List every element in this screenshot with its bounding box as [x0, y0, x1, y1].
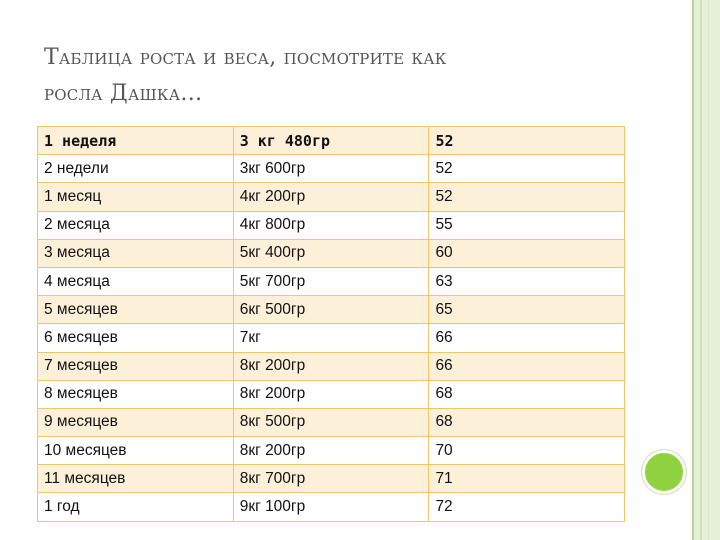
weight-cell: 4кг 200гр — [233, 183, 429, 211]
weight-cell: 8кг 500гр — [233, 408, 429, 436]
weight-cell: 8кг 200гр — [233, 352, 429, 380]
height-cell: 52 — [429, 127, 625, 155]
height-cell: 55 — [429, 211, 625, 239]
age-cell: 6 месяцев — [38, 324, 234, 352]
table-row — [38, 155, 625, 183]
height-cell: 63 — [429, 267, 625, 295]
age-cell: 2 месяца — [38, 211, 234, 239]
weight-cell: 8кг 700гр — [233, 465, 429, 493]
weight-cell: 4кг 800гр — [233, 211, 429, 239]
decorative-green-circle — [642, 450, 686, 494]
height-cell: 60 — [429, 239, 625, 267]
age-cell: 4 месяца — [38, 267, 234, 295]
table-row — [38, 437, 625, 465]
weight-cell: 3 кг 480гр — [233, 127, 429, 155]
age-cell: 3 месяца — [38, 239, 234, 267]
height-cell: 66 — [429, 352, 625, 380]
weight-cell: 5кг 700гр — [233, 267, 429, 295]
weight-cell: 3кг 600гр — [233, 155, 429, 183]
weight-cell: 6кг 500гр — [233, 296, 429, 324]
table-row — [38, 493, 625, 521]
table-row — [38, 211, 625, 239]
growth-table — [37, 126, 625, 522]
growth-table-body — [38, 127, 625, 522]
table-row — [38, 239, 625, 267]
height-cell: 68 — [429, 408, 625, 436]
weight-cell: 8кг 200гр — [233, 380, 429, 408]
table-row — [38, 352, 625, 380]
slide-title — [44, 40, 664, 112]
table-row — [38, 127, 625, 155]
weight-cell: 9кг 100гр — [233, 493, 429, 521]
age-cell: 2 недели — [38, 155, 234, 183]
age-cell: 1 неделя — [38, 127, 234, 155]
table-row — [38, 296, 625, 324]
age-cell: 7 месяцев — [38, 352, 234, 380]
age-cell: 8 месяцев — [38, 380, 234, 408]
height-cell: 71 — [429, 465, 625, 493]
height-cell: 72 — [429, 493, 625, 521]
age-cell: 1 год — [38, 493, 234, 521]
table-row — [38, 408, 625, 436]
table-row — [38, 183, 625, 211]
slide-title-line-2: росла Дашка… — [44, 81, 203, 106]
age-cell: 9 месяцев — [38, 408, 234, 436]
age-cell: 11 месяцев — [38, 465, 234, 493]
height-cell: 65 — [429, 296, 625, 324]
slide-title-line-1: Таблица роста и веса, посмотрите как — [44, 45, 447, 70]
weight-cell: 7кг — [233, 324, 429, 352]
height-cell: 52 — [429, 183, 625, 211]
table-row — [38, 465, 625, 493]
weight-cell: 5кг 400гр — [233, 239, 429, 267]
weight-cell: 8кг 200гр — [233, 437, 429, 465]
height-cell: 70 — [429, 437, 625, 465]
table-row — [38, 324, 625, 352]
decorative-side-stripe — [692, 0, 720, 540]
table-row — [38, 267, 625, 295]
height-cell: 52 — [429, 155, 625, 183]
height-cell: 68 — [429, 380, 625, 408]
age-cell: 10 месяцев — [38, 437, 234, 465]
height-cell: 66 — [429, 324, 625, 352]
table-row — [38, 380, 625, 408]
age-cell: 5 месяцев — [38, 296, 234, 324]
age-cell: 1 месяц — [38, 183, 234, 211]
